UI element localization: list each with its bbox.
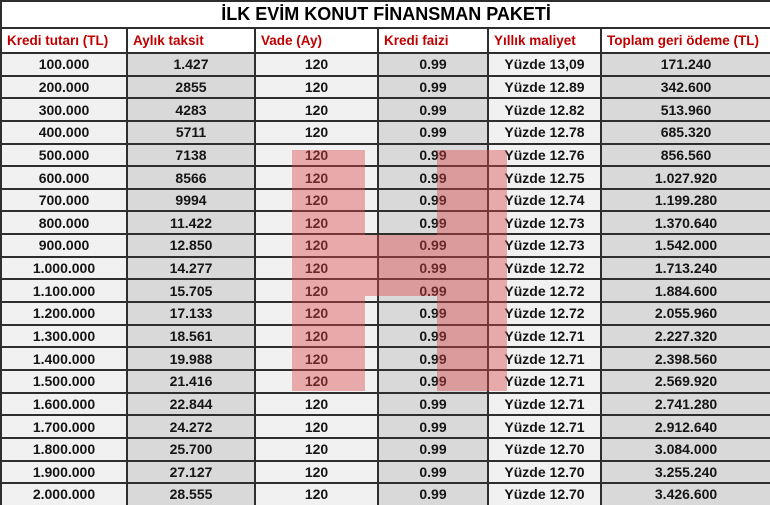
table-cell: Yüzde 12.71	[488, 347, 601, 370]
table-row	[1, 370, 770, 393]
table-cell: Yüzde 12.76	[488, 144, 601, 167]
table-cell: 120	[255, 438, 378, 461]
column-header: Kredi tutarı (TL)	[1, 28, 127, 53]
table-cell: 5711	[127, 121, 255, 144]
table-cell: 28.555	[127, 483, 255, 505]
table-cell: 1.300.000	[1, 325, 127, 348]
table-cell: 0.99	[378, 121, 488, 144]
table-cell: 120	[255, 347, 378, 370]
header-row	[1, 28, 770, 53]
table-cell: 2.912.640	[601, 415, 770, 438]
column-header: Aylık taksit	[127, 28, 255, 53]
column-header: Vade (Ay)	[255, 28, 378, 53]
table-row	[1, 211, 770, 234]
table-cell: 685.320	[601, 121, 770, 144]
table-cell: 0.99	[378, 76, 488, 99]
table-cell: 0.99	[378, 393, 488, 416]
table-cell: 3.255.240	[601, 461, 770, 484]
table-cell: 0.99	[378, 325, 488, 348]
table-cell: 171.240	[601, 53, 770, 76]
table-cell: Yüzde 12.75	[488, 166, 601, 189]
table-cell: 1.000.000	[1, 257, 127, 280]
table-cell: 120	[255, 415, 378, 438]
table-cell: 800.000	[1, 211, 127, 234]
table-cell: 120	[255, 144, 378, 167]
table-cell: 0.99	[378, 370, 488, 393]
table-cell: 1.199.280	[601, 189, 770, 212]
table-row	[1, 234, 770, 257]
table-cell: 15.705	[127, 279, 255, 302]
table-cell: 120	[255, 393, 378, 416]
table-cell: 120	[255, 302, 378, 325]
table-cell: 27.127	[127, 461, 255, 484]
column-header: Toplam geri ödeme (TL)	[601, 28, 770, 53]
table-cell: 120	[255, 98, 378, 121]
table-row	[1, 121, 770, 144]
table-cell: 120	[255, 76, 378, 99]
table-cell: 200.000	[1, 76, 127, 99]
table-row	[1, 257, 770, 280]
table-cell: 0.99	[378, 144, 488, 167]
table-cell: Yüzde 12.82	[488, 98, 601, 121]
table-cell: 120	[255, 325, 378, 348]
table-cell: 0.99	[378, 211, 488, 234]
page-title: İLK EVİM KONUT FİNANSMAN PAKETİ	[1, 1, 770, 28]
table-row	[1, 279, 770, 302]
table-cell: 900.000	[1, 234, 127, 257]
table-row	[1, 415, 770, 438]
table-cell: 120	[255, 257, 378, 280]
table-cell: Yüzde 13,09	[488, 53, 601, 76]
table-cell: 21.416	[127, 370, 255, 393]
table-cell: Yüzde 12.72	[488, 257, 601, 280]
table-cell: 0.99	[378, 166, 488, 189]
table-row	[1, 98, 770, 121]
table-cell: 1.500.000	[1, 370, 127, 393]
table-cell: 0.99	[378, 483, 488, 505]
table-cell: 3.084.000	[601, 438, 770, 461]
table-cell: 3.426.600	[601, 483, 770, 505]
table-row	[1, 393, 770, 416]
table-cell: 1.700.000	[1, 415, 127, 438]
table-cell: 120	[255, 279, 378, 302]
table-cell: 300.000	[1, 98, 127, 121]
table-row	[1, 166, 770, 189]
table-cell: 9994	[127, 189, 255, 212]
table-cell: 12.850	[127, 234, 255, 257]
table-cell: Yüzde 12.74	[488, 189, 601, 212]
table-cell: 0.99	[378, 98, 488, 121]
table-cell: 400.000	[1, 121, 127, 144]
table-cell: 120	[255, 211, 378, 234]
table-cell: 1.600.000	[1, 393, 127, 416]
table-cell: 4283	[127, 98, 255, 121]
table-cell: Yüzde 12.71	[488, 370, 601, 393]
table-row	[1, 53, 770, 76]
table-cell: 0.99	[378, 302, 488, 325]
table-cell: Yüzde 12.71	[488, 415, 601, 438]
table-body	[1, 53, 770, 505]
table-cell: 0.99	[378, 279, 488, 302]
table-cell: 0.99	[378, 189, 488, 212]
column-header: Yıllık maliyet	[488, 28, 601, 53]
table-cell: 120	[255, 461, 378, 484]
table-cell: 500.000	[1, 144, 127, 167]
table-row	[1, 189, 770, 212]
title-row	[1, 1, 770, 28]
table-cell: 120	[255, 189, 378, 212]
table-cell: 1.800.000	[1, 438, 127, 461]
table-cell: 24.272	[127, 415, 255, 438]
table-cell: Yüzde 12.72	[488, 279, 601, 302]
table-row	[1, 144, 770, 167]
table-row	[1, 461, 770, 484]
table-cell: Yüzde 12.78	[488, 121, 601, 144]
table-cell: 2.227.320	[601, 325, 770, 348]
table-cell: 11.422	[127, 211, 255, 234]
table-cell: 8566	[127, 166, 255, 189]
table-cell: 14.277	[127, 257, 255, 280]
table-row	[1, 483, 770, 505]
table-cell: 2.569.920	[601, 370, 770, 393]
table-cell: 0.99	[378, 415, 488, 438]
table-row	[1, 438, 770, 461]
table-cell: Yüzde 12.71	[488, 393, 601, 416]
table-cell: 1.900.000	[1, 461, 127, 484]
table-cell: 0.99	[378, 53, 488, 76]
table-cell: 17.133	[127, 302, 255, 325]
table-cell: 120	[255, 166, 378, 189]
table-cell: 1.542.000	[601, 234, 770, 257]
table-cell: 25.700	[127, 438, 255, 461]
table-cell: 600.000	[1, 166, 127, 189]
table-cell: 0.99	[378, 438, 488, 461]
table-cell: 1.100.000	[1, 279, 127, 302]
table-cell: 0.99	[378, 234, 488, 257]
table-cell: 18.561	[127, 325, 255, 348]
table-cell: 100.000	[1, 53, 127, 76]
table-cell: 1.370.640	[601, 211, 770, 234]
table-cell: Yüzde 12.70	[488, 483, 601, 505]
table-cell: 1.427	[127, 53, 255, 76]
table-cell: 19.988	[127, 347, 255, 370]
table-cell: Yüzde 12.70	[488, 438, 601, 461]
table-cell: 2855	[127, 76, 255, 99]
table-cell: 342.600	[601, 76, 770, 99]
table-cell: 7138	[127, 144, 255, 167]
table-cell: 2.055.960	[601, 302, 770, 325]
table-cell: Yüzde 12.73	[488, 234, 601, 257]
table-cell: Yüzde 12.89	[488, 76, 601, 99]
table-cell: Yüzde 12.70	[488, 461, 601, 484]
table-cell: 120	[255, 483, 378, 505]
table-cell: 120	[255, 370, 378, 393]
table-row	[1, 347, 770, 370]
table-row	[1, 302, 770, 325]
table-cell: 1.200.000	[1, 302, 127, 325]
table-row	[1, 76, 770, 99]
table-cell: 120	[255, 53, 378, 76]
table-cell: 2.000.000	[1, 483, 127, 505]
table-cell: 856.560	[601, 144, 770, 167]
table-cell: 1.027.920	[601, 166, 770, 189]
table-cell: 1.884.600	[601, 279, 770, 302]
table-cell: 1.713.240	[601, 257, 770, 280]
table-cell: 1.400.000	[1, 347, 127, 370]
table-cell: 120	[255, 234, 378, 257]
table-cell: 2.398.560	[601, 347, 770, 370]
table-cell: 22.844	[127, 393, 255, 416]
table-cell: 120	[255, 121, 378, 144]
table-cell: Yüzde 12.71	[488, 325, 601, 348]
table-cell: 2.741.280	[601, 393, 770, 416]
column-header: Kredi faizi	[378, 28, 488, 53]
table-cell: Yüzde 12.73	[488, 211, 601, 234]
table-cell: Yüzde 12.72	[488, 302, 601, 325]
table-cell: 0.99	[378, 257, 488, 280]
table-cell: 0.99	[378, 461, 488, 484]
table-cell: 700.000	[1, 189, 127, 212]
table-cell: 0.99	[378, 347, 488, 370]
table-row	[1, 325, 770, 348]
table-cell: 513.960	[601, 98, 770, 121]
